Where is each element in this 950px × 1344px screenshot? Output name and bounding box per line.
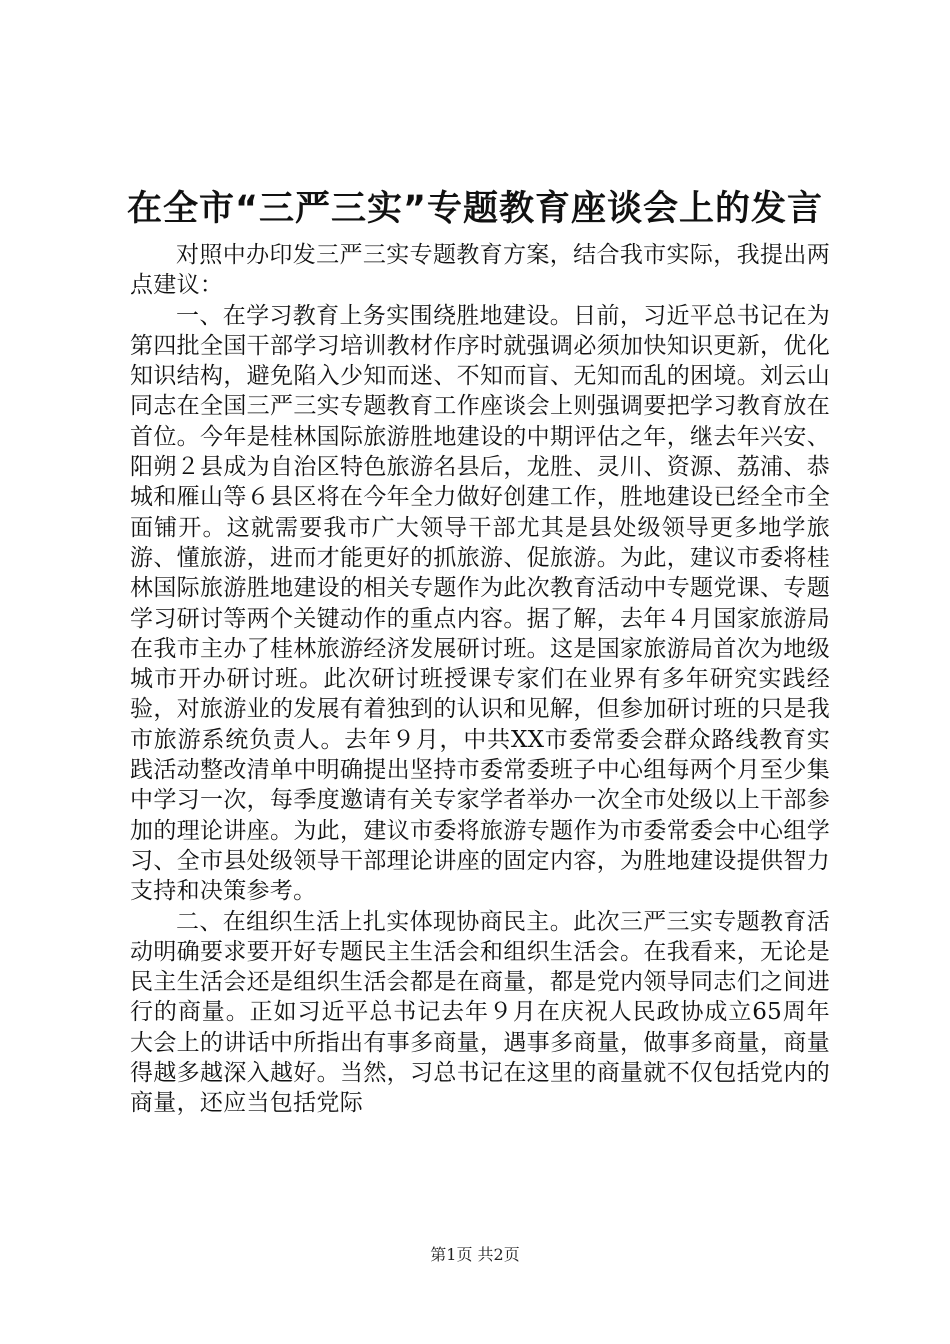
paragraph-point-one: 一、在学习教育上务实围绕胜地建设。日前，习近平总书记在为第四批全国干部学习培训教材作序时就强调必须加快知识更新，优化知识结构，避免陷入少知而迷、不知而盲、无知而乱的困境。刘云山同志在全国三严三实专题教育工作座谈会上则强调要把学习教育放在首位。今年是桂林国际旅游胜地建设的中期评估之年，继去年兴安、阳朔２县成为自治区特色旅游名县后，龙胜、灵川、资源、荔浦、恭城和雁山等６县区将在今年全力做好创建工作，胜地建设已经全市全面铺开。这就需要我市广大领导干部尤其是县处级领导更多地学旅游、懂旅游，进而才能更好的抓旅游、促旅游。为此，建议市委将桂林国际旅游胜地建设的相关专题作为此次教育活动中专题党课、专题学习研讨等两个关键动作的重点内容。据了解，去年４月国家旅游局在我市主办了桂林旅游经济发展研讨班。这是国家旅游局首次为地级城市开办研讨班。此次研讨班授课专家们在业界有多年研究实践经验，对旅游业的发展有着独到的认识和见解，但参加研讨班的只是我市旅游系统负责人。去年９月，中共XX市委常委会群众路线教育实践活动整改清单中明确提出坚持市委常委班子中心组每两个月至少集中学习一次，每季度邀请有关专家学者举办一次全市处级以上干部参加的理论讲座。为此，建议市委将旅游专题作为市委常委会中心组学习、全市县处级领导干部理论讲座的固定内容，为胜地建设提供智力支持和决策参考。	[130, 302, 830, 905]
page-footer: 第1页 共2页	[430, 1245, 520, 1264]
paragraph-point-two: 二、在组织生活上扎实体现协商民主。此次三严三实专题教育活动明确要求要开好专题民主生活会和组织生活会。在我看来，无论是民主生活会还是组织生活会都是在商量，都是党内领导同志们之间进行的商量。正如习近平总书记去年９月在庆祝人民政协成立65周年大会上的讲话中所指出有事多商量，遇事多商量，做事多商量，商量得越多越深入越好。当然，习总书记在这里的商量就不仅包括党内的商量，还应当包括党际	[130, 908, 830, 1117]
paragraph-intro: 对照中办印发三严三实专题教育方案，结合我市实际，我提出两点建议：	[130, 242, 830, 299]
document-body	[130, 240, 830, 1119]
page-title: 在全市“三严三实”专题教育座谈会上的发言	[126, 189, 823, 229]
